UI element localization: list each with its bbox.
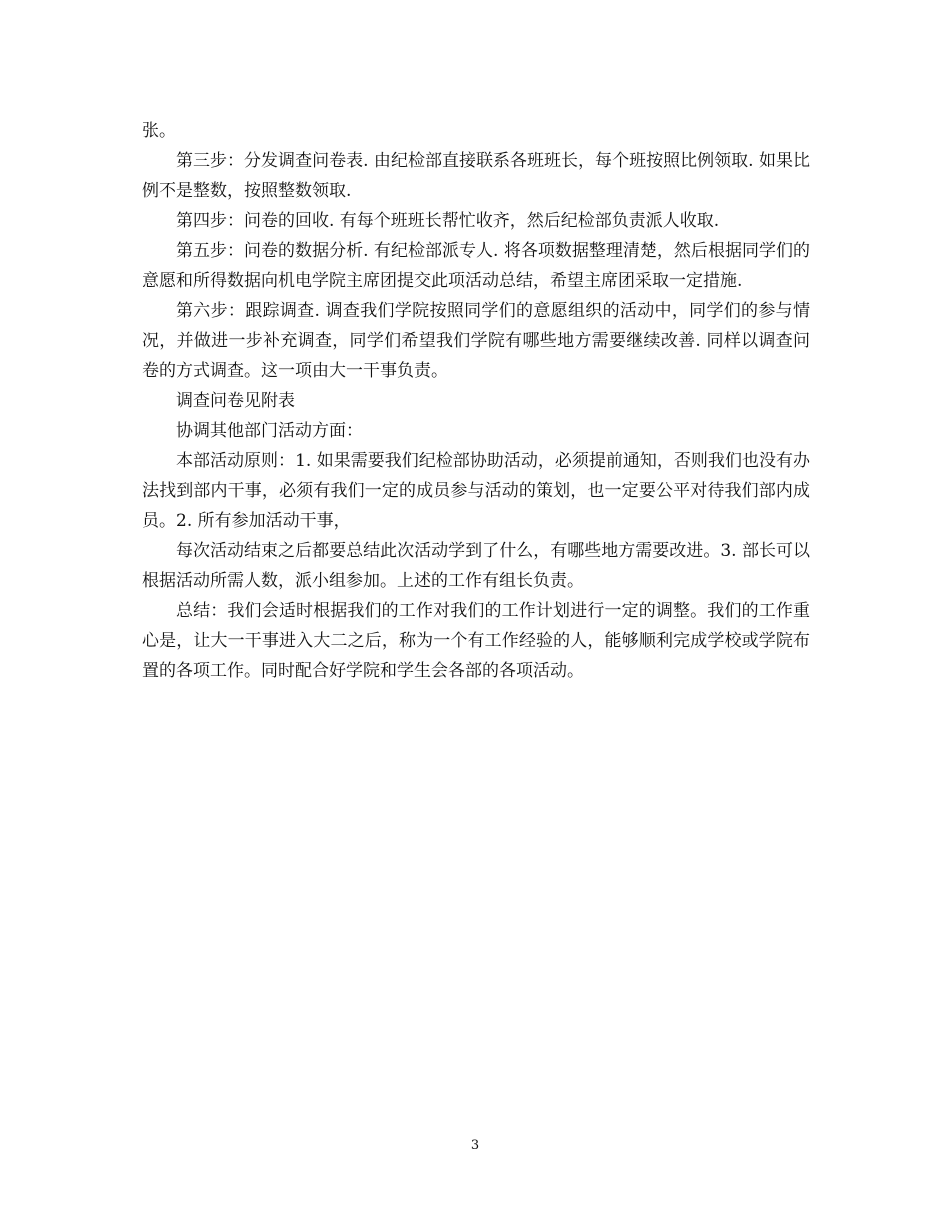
paragraph-coordination-heading: 协调其他部门活动方面： bbox=[176, 421, 363, 441]
page-number: 3 bbox=[470, 1138, 480, 1153]
paragraph-principles: 本部活动原则：1. 如果需要我们纪检部协助活动，必须提前通知，否则我们也没有办法找到部内干事，必须有我们一定的成员参与活动的策划，也一定要公平对待我们部内成员。2. 所有参加活动干事， bbox=[142, 451, 810, 531]
paragraph-activity-review: 每次活动结束之后都要总结此次活动学到了什么，有哪些地方需要改进。3. 部长可以根据活动所需人数，派小组参加。上述的工作有组长负责。 bbox=[142, 541, 810, 591]
paragraph-step-six: 第六步：跟踪调查. 调查我们学院按照同学们的意愿组织的活动中，同学们的参与情况，并做进一步补充调查，同学们希望我们学院有哪些地方需要继续改善. 同样以调查问卷的方式调查。这一项由大一干事负责。 bbox=[142, 301, 810, 381]
paragraph-summary: 总结：我们会适时根据我们的工作对我们的工作计划进行一定的调整。我们的工作重心是，让大一干事进入大二之后，称为一个有工作经验的人，能够顺利完成学校或学院布置的各项工作。同时配合好学院和学生会各部的各项活动。 bbox=[142, 601, 810, 681]
paragraph-step-five: 第五步：问卷的数据分析. 有纪检部派专人. 将各项数据整理清楚，然后根据同学们的意愿和所得数据向机电学院主席团提交此项活动总结，希望主席团采取一定措施. bbox=[142, 241, 810, 291]
paragraph-survey-appendix: 调查问卷见附表 bbox=[176, 391, 295, 411]
document-body bbox=[142, 116, 810, 686]
paragraph-step-four: 第四步：问卷的回收. 有每个班班长帮忙收齐，然后纪检部负责派人收取. bbox=[176, 211, 720, 231]
paragraph-step-three: 第三步：分发调查问卷表. 由纪检部直接联系各班班长，每个班按照比例领取. 如果比例不是整数，按照整数领取. bbox=[142, 151, 810, 201]
paragraph-continuation: 张。 bbox=[142, 121, 176, 141]
